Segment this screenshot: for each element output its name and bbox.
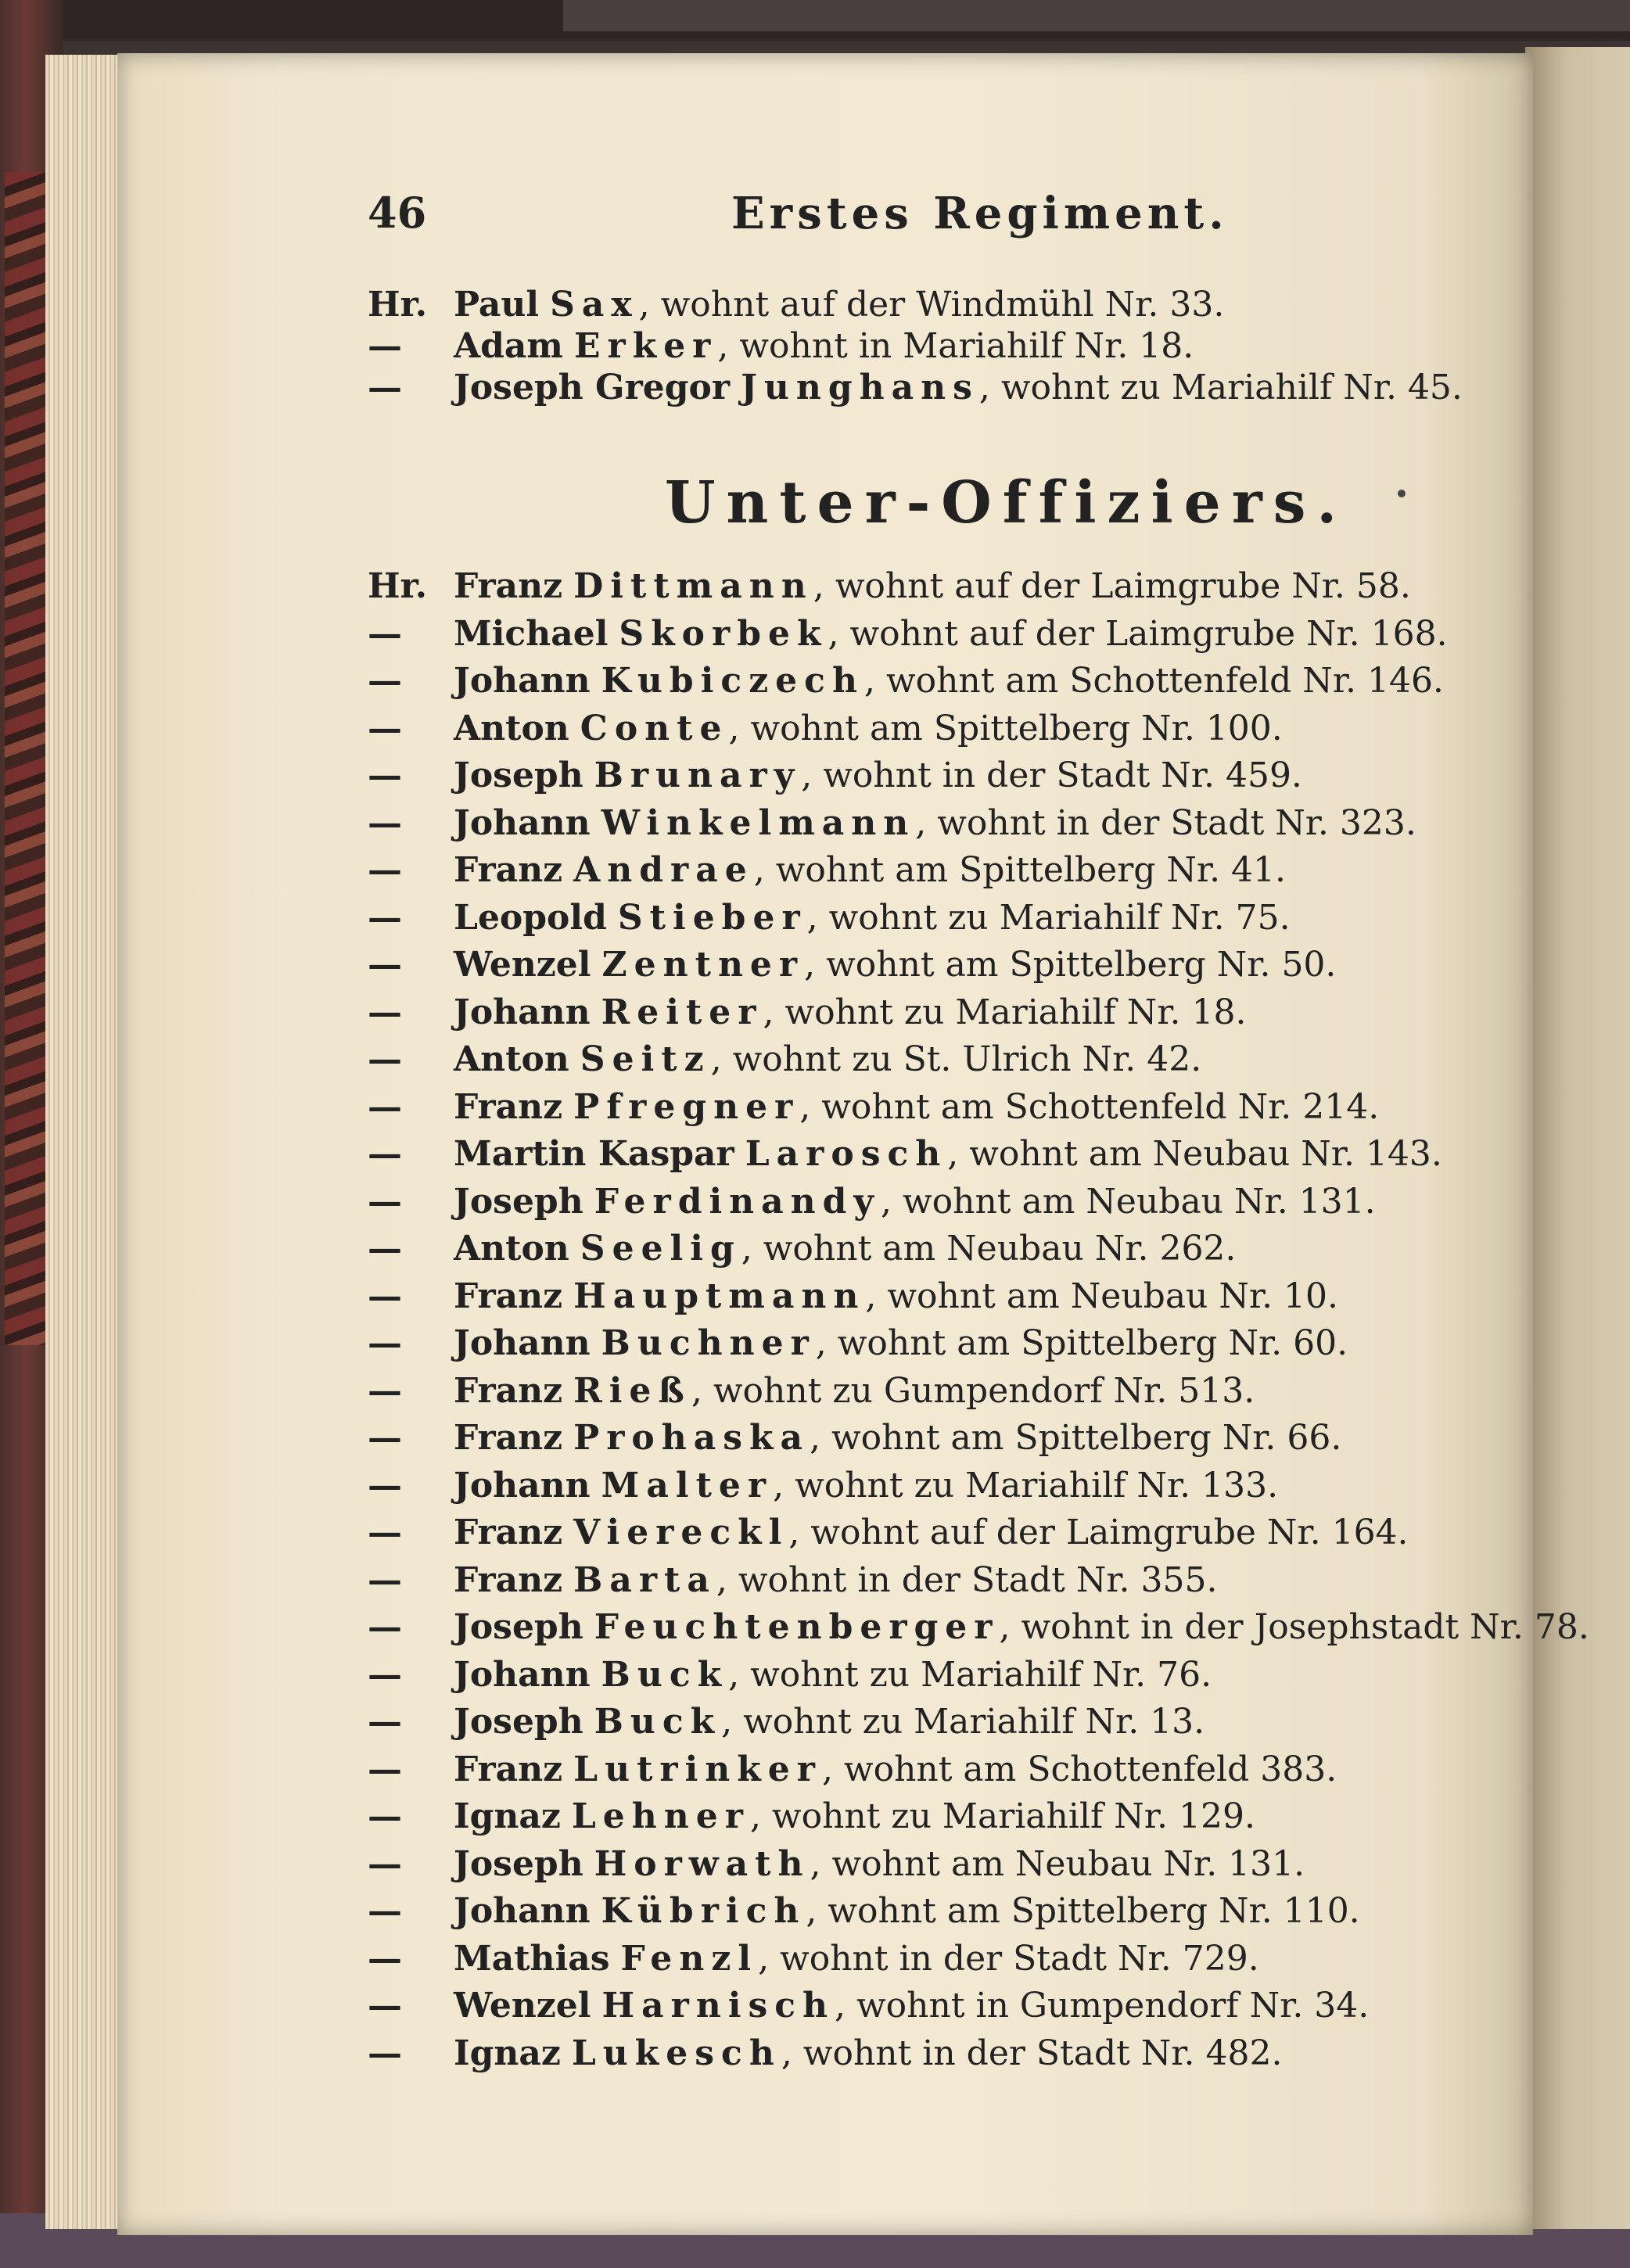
surname: Ferdinandy xyxy=(594,1181,881,1222)
first-name: Anton xyxy=(454,1039,569,1079)
surname: Seitz xyxy=(580,1039,711,1079)
surname: Sax xyxy=(550,285,639,325)
list-item xyxy=(368,752,1556,799)
entry-prefix: — xyxy=(368,613,402,654)
surname: Brunary xyxy=(594,755,802,795)
entry-prefix: — xyxy=(368,1749,402,1789)
first-name: Wenzel xyxy=(454,1986,591,2026)
address: , wohnt zu Mariahilf Nr. 133. xyxy=(773,1465,1279,1505)
address: , wohnt auf der Windmühl Nr. 33. xyxy=(638,285,1225,325)
address: , wohnt am Spittelberg Nr. 66. xyxy=(810,1418,1342,1458)
first-name: Franz xyxy=(454,1370,563,1411)
entry-prefix: — xyxy=(368,1559,402,1600)
address: , wohnt am Schottenfeld 383. xyxy=(821,1749,1337,1789)
list-item xyxy=(368,895,1556,942)
entry-prefix: — xyxy=(368,661,402,701)
surname: Lehner xyxy=(571,1796,750,1836)
list-item xyxy=(368,1841,1556,1888)
address: , wohnt zu Mariahilf Nr. 13. xyxy=(721,1702,1205,1742)
list-item xyxy=(368,1131,1556,1178)
entry-prefix: — xyxy=(368,708,402,748)
entry-prefix: — xyxy=(368,1891,402,1931)
list-item xyxy=(368,1462,1556,1509)
entry-prefix: — xyxy=(368,1465,402,1505)
first-name: Johann xyxy=(454,661,591,701)
first-name: Joseph xyxy=(454,1843,583,1884)
list-item xyxy=(368,1273,1556,1320)
first-name: Franz xyxy=(454,1276,563,1316)
entry-prefix: Hr. xyxy=(368,285,428,325)
address: , wohnt zu Mariahilf Nr. 75. xyxy=(806,897,1291,938)
entry-prefix: — xyxy=(368,1370,402,1411)
first-name: Ignaz xyxy=(454,1796,561,1836)
surname: Rieß xyxy=(573,1370,691,1411)
address: , wohnt zu Gumpendorf Nr. 513. xyxy=(691,1370,1255,1411)
address: , wohnt in der Stadt Nr. 323. xyxy=(915,802,1416,843)
list-item xyxy=(368,1368,1556,1415)
list-item xyxy=(368,364,1556,411)
entry-prefix: — xyxy=(368,1607,402,1647)
running-title: Erstes Regiment. xyxy=(731,188,1229,239)
list-item xyxy=(368,282,1556,328)
address: , wohnt am Spittelberg Nr. 110. xyxy=(806,1891,1360,1931)
address: , wohnt am Neubau Nr. 143. xyxy=(947,1134,1442,1174)
surname: Winkelmann xyxy=(601,802,916,843)
entry-prefix: — xyxy=(368,802,402,843)
first-name: Johann xyxy=(454,802,591,843)
entry-prefix: — xyxy=(368,1086,402,1127)
list-item xyxy=(368,1179,1556,1226)
address: , wohnt auf der Laimgrube Nr. 58. xyxy=(813,566,1411,606)
surname: Zentner xyxy=(601,945,805,985)
first-name: Franz xyxy=(454,1513,563,1552)
list-item xyxy=(368,1320,1556,1367)
address: , wohnt am Spittelberg Nr. 100. xyxy=(728,708,1283,748)
entry-prefix: — xyxy=(368,1938,402,1979)
surname: Feuchtenberger xyxy=(594,1607,1000,1647)
first-name: Paul xyxy=(454,285,540,325)
list-item xyxy=(368,942,1556,989)
surname: Larosch xyxy=(745,1134,948,1174)
first-name: Johann xyxy=(454,1654,591,1695)
address: , wohnt am Neubau Nr. 131. xyxy=(810,1843,1305,1884)
first-name: Leopold xyxy=(454,897,607,938)
address: , wohnt zu Mariahilf Nr. 129. xyxy=(749,1796,1255,1836)
surname: Lutrinker xyxy=(573,1749,822,1789)
address: , wohnt zu Mariahilf Nr. 18. xyxy=(763,992,1247,1032)
address: , wohnt am Spittelberg Nr. 60. xyxy=(815,1323,1348,1363)
first-name: Johann xyxy=(454,1891,591,1931)
first-name: Joseph xyxy=(454,1702,583,1742)
entry-prefix: — xyxy=(368,1513,402,1552)
address: , wohnt am Neubau Nr. 131. xyxy=(881,1181,1376,1222)
list-item xyxy=(368,658,1556,705)
list-item xyxy=(368,1888,1556,1935)
list-item xyxy=(368,323,1556,370)
surname: Dittmann xyxy=(573,566,813,606)
address: , wohnt zu St. Ulrich Nr. 42. xyxy=(710,1039,1202,1079)
entry-prefix: — xyxy=(368,897,402,938)
entry-prefix: — xyxy=(368,1654,402,1695)
entry-prefix: — xyxy=(368,1418,402,1458)
surname: Lukesch xyxy=(571,2033,781,2073)
first-name: Johann xyxy=(454,1323,591,1363)
entry-prefix: — xyxy=(368,1039,402,1079)
surname: Viereckl xyxy=(573,1513,789,1552)
address: , wohnt in der Stadt Nr. 459. xyxy=(801,755,1302,795)
list-item xyxy=(368,563,1556,610)
first-name: Franz xyxy=(454,1418,563,1458)
first-name: Franz xyxy=(454,566,563,606)
surname: Erker xyxy=(573,326,718,366)
first-name: Mathias xyxy=(454,1938,610,1979)
surname: Kübrich xyxy=(601,1891,806,1931)
entry-prefix: — xyxy=(368,992,402,1032)
surname: Horwath xyxy=(594,1843,810,1884)
entry-prefix: — xyxy=(368,1986,402,2026)
surname: Junghans xyxy=(741,368,979,407)
surname: Buck xyxy=(594,1702,722,1742)
address: , wohnt am Neubau Nr. 10. xyxy=(865,1276,1339,1316)
entry-prefix: — xyxy=(368,1702,402,1742)
surname: Harnisch xyxy=(601,1986,835,2026)
first-name: Martin Kaspar xyxy=(454,1134,734,1174)
list-item xyxy=(368,705,1556,752)
entry-prefix: — xyxy=(368,1229,402,1269)
list-item xyxy=(368,1699,1556,1746)
first-name: Michael xyxy=(454,613,609,654)
first-name: Anton xyxy=(454,1229,569,1269)
entry-prefix: — xyxy=(368,1181,402,1222)
surname: Prohaska xyxy=(573,1418,810,1458)
list-item xyxy=(368,1415,1556,1462)
address: , wohnt auf der Laimgrube Nr. 168. xyxy=(828,613,1448,654)
address: , wohnt in der Stadt Nr. 729. xyxy=(758,1938,1259,1979)
surname: Skorbek xyxy=(619,613,828,654)
surname: Conte xyxy=(580,708,729,748)
list-item xyxy=(368,1652,1556,1699)
surname: Andrae xyxy=(573,850,754,890)
list-item xyxy=(368,1793,1556,1840)
address: , wohnt in Mariahilf Nr. 18. xyxy=(717,326,1194,366)
list-item xyxy=(368,1509,1556,1556)
address: , wohnt in der Stadt Nr. 355. xyxy=(716,1559,1218,1600)
list-item xyxy=(368,1983,1556,2029)
first-name: Joseph xyxy=(454,1607,583,1647)
address: , wohnt in der Stadt Nr. 482. xyxy=(781,2033,1283,2073)
surname: Buchner xyxy=(601,1323,816,1363)
address: , wohnt am Spittelberg Nr. 41. xyxy=(753,850,1287,890)
address: , wohnt zu Mariahilf Nr. 45. xyxy=(978,368,1463,407)
entry-prefix: — xyxy=(368,1323,402,1363)
first-name: Ignaz xyxy=(454,2033,561,2073)
entry-prefix: — xyxy=(368,1134,402,1174)
surname: Malter xyxy=(601,1465,774,1505)
list-item xyxy=(368,611,1556,658)
surname: Kubiczech xyxy=(601,661,864,701)
section-heading: Unter-Offiziers. xyxy=(665,469,1348,536)
list-item xyxy=(368,847,1556,894)
address: , wohnt zu Mariahilf Nr. 76. xyxy=(728,1654,1212,1695)
list-item xyxy=(368,1084,1556,1131)
surname: Fenzl xyxy=(620,1938,759,1979)
surname: Barta xyxy=(573,1559,716,1600)
first-name: Franz xyxy=(454,1749,563,1789)
address: , wohnt am Schottenfeld Nr. 214. xyxy=(799,1086,1380,1127)
entry-prefix: — xyxy=(368,368,402,407)
entry-prefix: — xyxy=(368,755,402,795)
entry-prefix: — xyxy=(368,945,402,985)
surname: Pfregner xyxy=(573,1086,800,1127)
entry-prefix: — xyxy=(368,326,402,366)
surname: Reiter xyxy=(601,992,763,1032)
first-name: Franz xyxy=(454,1086,563,1127)
page-number: 46 xyxy=(368,188,427,238)
first-name: Joseph xyxy=(454,1181,583,1222)
entry-prefix: — xyxy=(368,1276,402,1316)
surname: Stieber xyxy=(617,897,807,938)
entry-prefix: Hr. xyxy=(368,566,428,606)
address: , wohnt am Schottenfeld Nr. 146. xyxy=(863,661,1444,701)
list-item xyxy=(368,1036,1556,1083)
first-name: Anton xyxy=(454,708,569,748)
list-item xyxy=(368,1936,1556,1983)
address: , wohnt am Neubau Nr. 262. xyxy=(741,1229,1237,1269)
first-name: Adam xyxy=(454,326,563,366)
first-name: Franz xyxy=(454,850,563,890)
address: , wohnt in Gumpendorf Nr. 34. xyxy=(835,1986,1370,2026)
address: , wohnt in der Josephstadt Nr. 78. xyxy=(999,1607,1589,1647)
first-name: Franz xyxy=(454,1559,563,1600)
entry-prefix: — xyxy=(368,1843,402,1884)
address: , wohnt am Spittelberg Nr. 50. xyxy=(804,945,1337,985)
first-name: Joseph Gregor xyxy=(454,368,731,407)
first-name: Johann xyxy=(454,1465,591,1505)
ink-speck xyxy=(1398,490,1406,497)
page-header xyxy=(368,188,1424,242)
list-item xyxy=(368,1226,1556,1272)
surname: Hauptmann xyxy=(573,1276,866,1316)
entry-prefix: — xyxy=(368,2033,402,2073)
first-name: Johann xyxy=(454,992,591,1032)
surname: Seelig xyxy=(580,1229,741,1269)
first-name: Joseph xyxy=(454,755,583,795)
list-item xyxy=(368,2030,1556,2077)
entry-prefix: — xyxy=(368,1796,402,1836)
first-name: Wenzel xyxy=(454,945,591,985)
address: , wohnt auf der Laimgrube Nr. 164. xyxy=(788,1513,1409,1552)
list-item xyxy=(368,1746,1556,1793)
list-item xyxy=(368,989,1556,1036)
list-item xyxy=(368,800,1556,847)
surname: Buck xyxy=(601,1654,729,1695)
list-item xyxy=(368,1604,1589,1651)
entry-prefix: — xyxy=(368,850,402,890)
list-item xyxy=(368,1557,1556,1604)
